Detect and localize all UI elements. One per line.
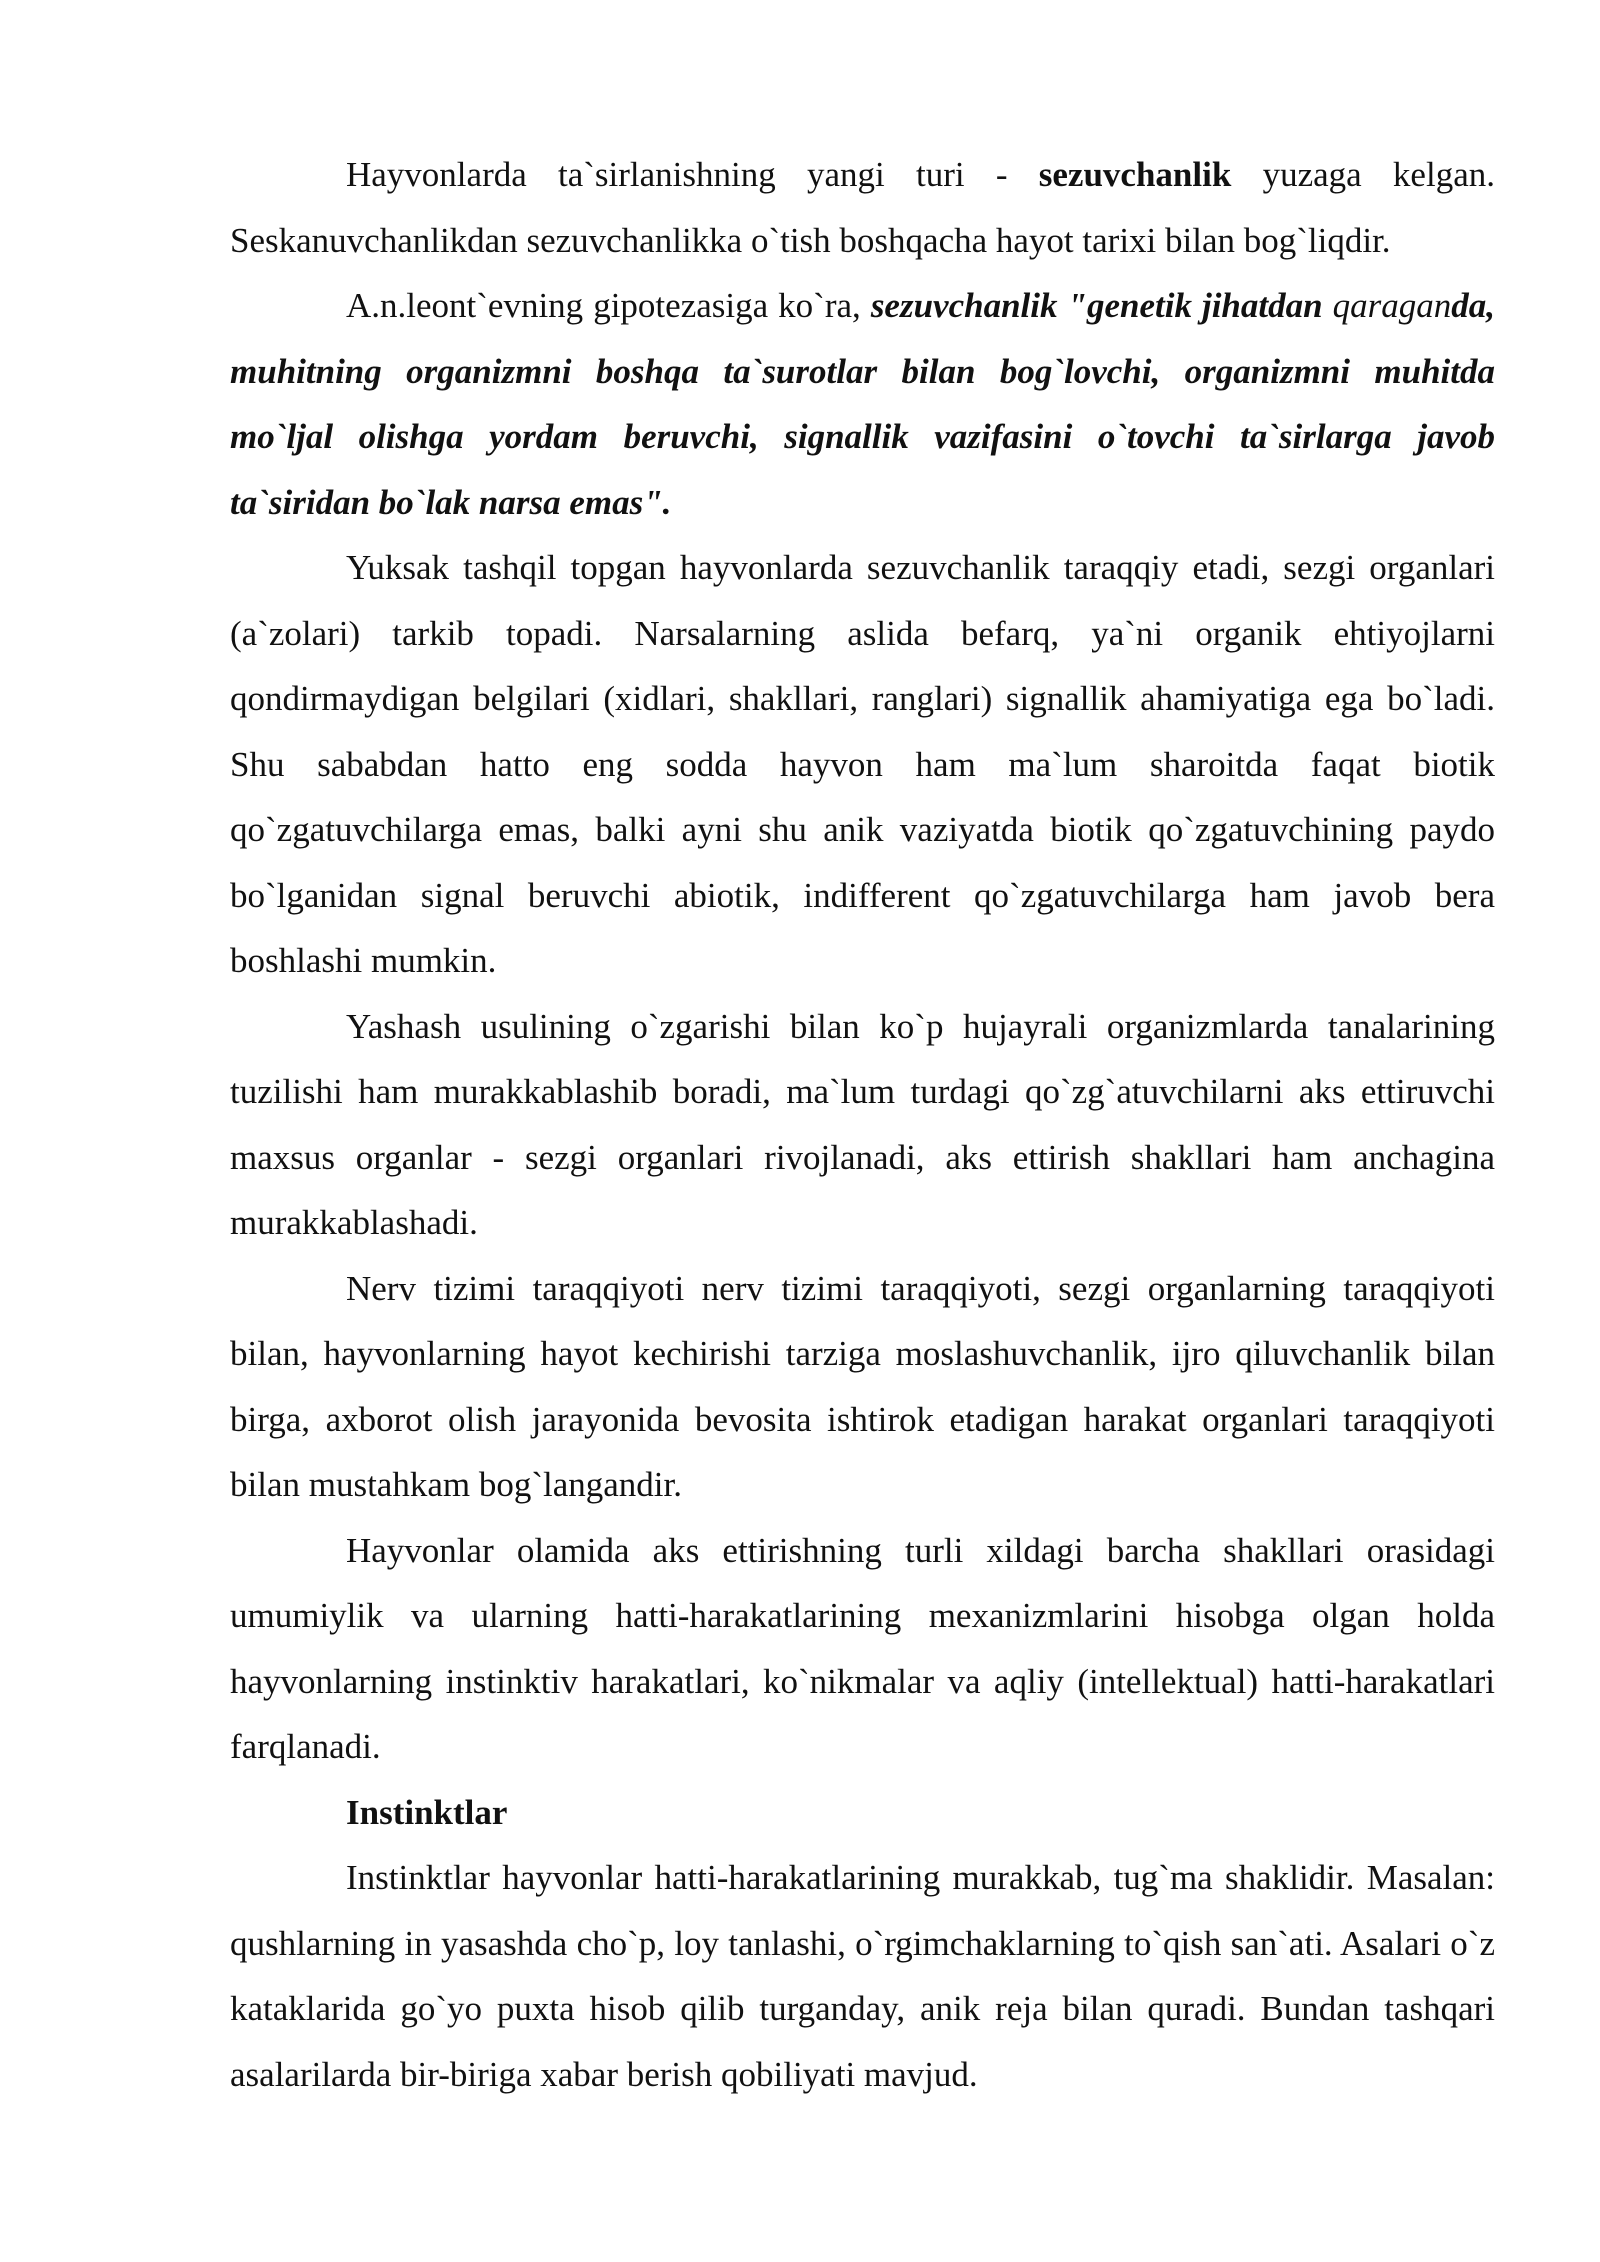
paragraph-5: Nerv tizimi taraqqiyoti nerv tizimi taraqqiyoti, sezgi organlarning taraqqiyoti bilan, hayvonlarning hayot kechirishi tarziga moslashuvchanlik, ijro qiluvchanlik bilan birga, axborot olish jarayonida bevosita ishtirok etadigan harakat organlari taraqqiyoti bilan mustahkam bog`langandir. xyxy=(230,1268,1495,1504)
term-sezuvchanlik: sezuvchanlik xyxy=(1038,155,1232,194)
paragraph-2-text-start: A.n.leont`evning gipotezasiga ko`ra, xyxy=(346,286,871,325)
paragraph-2 xyxy=(230,273,1495,535)
quote-part-italic: qaragan xyxy=(1332,286,1452,325)
paragraph-4: Yashash usulining o`zgarishi bilan ko`p hujayrali organizmlarda tanalarining tuzilishi ham murakkablashib boradi, ma`lum turdagi qo`zg`atuvchilarni aks ettiruvchi maxsus organlar - sezgi organlari rivojlanadi, aks ettirish shakllari ham anchagina murakkablashadi. xyxy=(230,1006,1495,1242)
quote-part-2: da, muhitning organizmni boshqa ta`surotlar bilan bog`lovchi, organizmni muhitda mo`ljal olishga yordam beruvchi, signallik vazifasini o`tovchi ta`sirlarga javob ta`siridan bo`lak narsa emas". xyxy=(230,286,1495,522)
paragraph-6: Hayvonlar olamida aks ettirishning turli xildagi barcha shakllari orasidagi umumiylik va ularning hatti-harakatlarining mexanizmlarini hisobga olgan holda hayvonlarning instinktiv harakatlari, ko`nikmalar va aqliy (intellektual) hatti-harakatlari farqlanadi. xyxy=(230,1530,1495,1766)
quote-part-1: sezuvchanlik "genetik jihatdan xyxy=(870,286,1333,325)
paragraph-1-text-end: yuzaga kelgan. Seskanuvchanlikdan sezuvchanlikka o`tish boshqacha hayot tarixi bilan bog`liqdir. xyxy=(230,155,1495,260)
paragraph-1 xyxy=(230,142,1495,273)
section-heading: Instinktlar xyxy=(346,1792,508,1832)
paragraph-1-text-start: Hayvonlarda ta`sirlanishning yangi turi - xyxy=(346,155,1039,194)
paragraph-3: Yuksak tashqil topgan hayvonlarda sezuvchanlik taraqqiy etadi, sezgi organlari (a`zolari) tarkib topadi. Narsalarning aslida befarq, ya`ni organik ehtiyojlarni qondirmaydigan belgilari (xidlari, shakllari, ranglari) signallik ahamiyatiga ega bo`ladi. Shu sababdan hatto eng sodda hayvon ham ma`lum sharoitda faqat biotik qo`zgatuvchilarga emas, balki ayni shu anik vaziyatda biotik qo`zgatuvchining paydo bo`lganidan signal beruvchi abiotik, indifferent qo`zgatuvchilarga ham javob bera boshlashi mumkin. xyxy=(230,548,1495,980)
paragraph-7: Instinktlar hayvonlar hatti-harakatlarining murakkab, tug`ma shaklidir. Masalan: qushlarning in yasashda cho`p, loy tanlashi, o`rgimchaklarning to`qish san`ati. Asalari o`z kataklarida go`yo puxta hisob qilib turganday, anik reja bilan quradi. Bundan tashqari asalarilarda bir-biriga xabar berish qobiliyati mavjud. xyxy=(230,1858,1495,2094)
document-page xyxy=(230,142,1495,2107)
